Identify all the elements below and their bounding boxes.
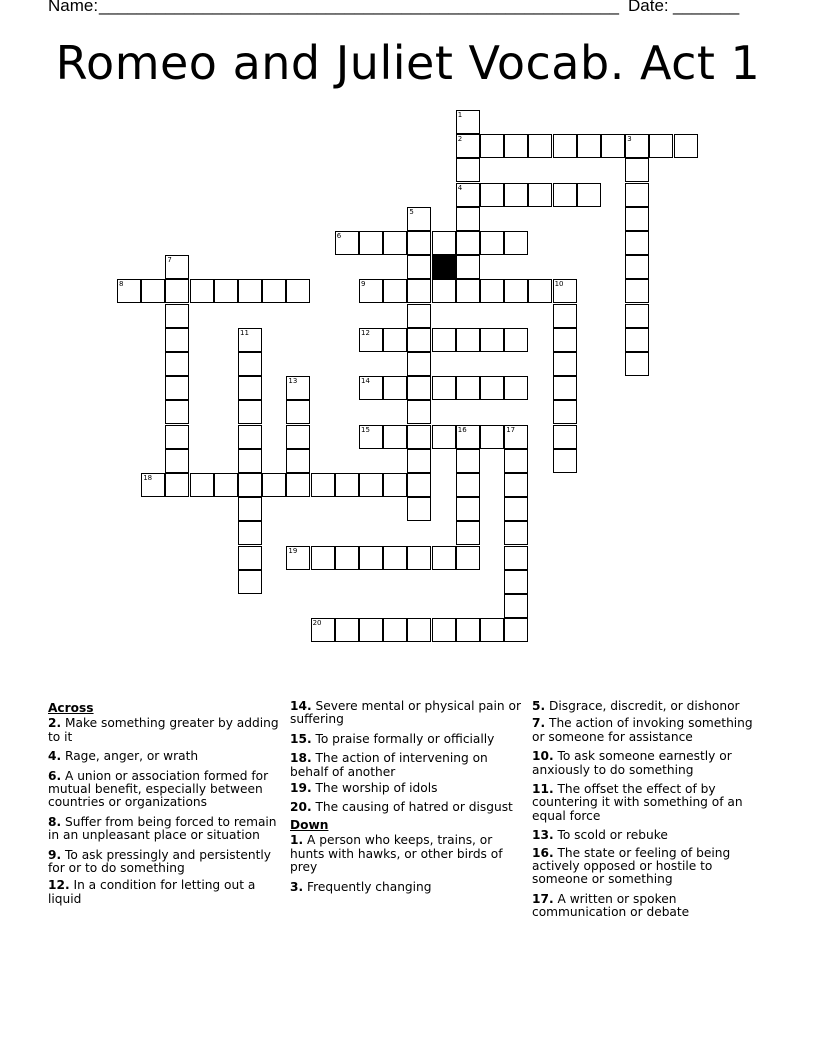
grid-cell[interactable] — [383, 546, 407, 570]
grid-cell[interactable] — [480, 618, 504, 642]
grid-cell[interactable] — [553, 183, 577, 207]
clue-down-3: 3. Frequently changing — [290, 880, 432, 895]
grid-cell[interactable] — [407, 376, 431, 400]
clue-text: The offset the effect of by countering it with something of an equal force — [532, 782, 743, 823]
clue-down-11: 11. The offset the effect of by countering it with something of an equal force — [532, 782, 743, 823]
grid-cell[interactable] — [238, 449, 262, 473]
clue-text: Make something greater by adding to it — [48, 716, 279, 744]
cell-number: 2 — [457, 135, 463, 144]
grid-cell[interactable] — [456, 255, 480, 279]
grid-cell[interactable] — [165, 376, 189, 400]
grid-cell[interactable] — [480, 134, 504, 158]
clues-column-3 — [532, 700, 768, 926]
grid-cell[interactable] — [214, 279, 238, 303]
clue-text: To praise formally or officially — [315, 731, 495, 746]
clue-number: 18 — [290, 751, 307, 766]
grid-cell[interactable] — [480, 279, 504, 303]
grid-cell[interactable] — [504, 449, 528, 473]
clue-text: To ask pressingly and persistently for or to do something — [48, 847, 271, 876]
grid-cell[interactable] — [286, 546, 310, 570]
grid-cell[interactable] — [117, 279, 141, 303]
grid-cell[interactable] — [625, 231, 649, 255]
grid-cell[interactable] — [528, 183, 552, 207]
grid-cell[interactable] — [190, 279, 214, 303]
grid-cell[interactable] — [359, 279, 383, 303]
cell-number: 4 — [457, 183, 463, 192]
grid-cell[interactable] — [190, 473, 214, 497]
grid-cell[interactable] — [577, 134, 601, 158]
grid-cell[interactable] — [165, 255, 189, 279]
grid-cell[interactable] — [625, 183, 649, 207]
clue-across-18: 18. The action of intervening on behalf of another — [290, 751, 488, 779]
grid-cell[interactable] — [456, 231, 480, 255]
clue-number: 2 — [48, 716, 57, 731]
black-cell — [432, 255, 456, 279]
grid-cell[interactable] — [504, 279, 528, 303]
cell-number: 8 — [119, 280, 124, 289]
name-line[interactable]: _______________________________________________________ — [99, 0, 620, 15]
grid-cell[interactable] — [432, 618, 456, 642]
clue-down-10: 10. To ask someone earnestly or anxiously to do something — [532, 749, 732, 777]
grid-cell[interactable] — [456, 618, 480, 642]
clue-number: 20 — [290, 800, 307, 815]
grid-cell[interactable] — [407, 546, 431, 570]
across-heading: Across — [48, 701, 94, 715]
clue-text: The state or feeling of being actively opposed or hostile to someone or something — [532, 845, 731, 887]
grid-cell[interactable] — [286, 376, 310, 400]
cell-number: 13 — [288, 377, 298, 386]
grid-cell[interactable] — [504, 594, 528, 618]
grid-cell[interactable] — [359, 328, 383, 352]
grid-cell[interactable] — [625, 352, 649, 376]
clue-down-7: 7. The action of invoking something or someone for assistance — [532, 716, 753, 744]
grid-cell[interactable] — [165, 473, 189, 497]
grid-cell[interactable] — [553, 400, 577, 424]
name-label: Name: — [48, 0, 99, 15]
grid-cell[interactable] — [432, 231, 456, 255]
grid-cell[interactable] — [480, 183, 504, 207]
grid-cell[interactable] — [407, 400, 431, 424]
clue-text: Severe mental or physical pain or suffering — [290, 699, 521, 727]
clue-across-8: 8. Suffer from being forced to remain in an unpleasant place or situation — [48, 814, 277, 843]
clue-number: 16 — [532, 845, 549, 860]
grid-cell[interactable] — [456, 449, 480, 473]
grid-cell[interactable] — [504, 183, 528, 207]
clue-text: Suffer from being forced to remain in an unpleasant place or situation — [48, 814, 277, 843]
grid-cell[interactable] — [335, 546, 359, 570]
clue-text: A union or association formed for mutual benefit, especially between countries or organizations — [48, 768, 269, 810]
grid-cell[interactable] — [238, 376, 262, 400]
grid-cell[interactable] — [407, 352, 431, 376]
grid-cell[interactable] — [311, 546, 335, 570]
grid-cell[interactable] — [432, 546, 456, 570]
grid-cell[interactable] — [407, 449, 431, 473]
clue-across-4: 4. Rage, anger, or wrath — [48, 749, 199, 764]
grid-cell[interactable] — [214, 473, 238, 497]
clue-text: A person who keeps, trains, or hunts with hawks, or other birds of prey — [290, 833, 503, 875]
clue-number: 9 — [48, 847, 57, 862]
page-title: Romeo and Juliet Vocab. Act 1 — [55, 36, 761, 90]
grid-cell[interactable] — [504, 521, 528, 545]
grid-cell[interactable] — [456, 158, 480, 182]
grid-cell[interactable] — [504, 376, 528, 400]
clue-number: 6 — [48, 768, 57, 783]
grid-cell[interactable] — [456, 110, 480, 134]
grid-cell[interactable] — [553, 279, 577, 303]
grid-cell[interactable] — [286, 473, 310, 497]
grid-cell[interactable] — [407, 425, 431, 449]
grid-cell[interactable] — [456, 207, 480, 231]
cell-number: 10 — [554, 280, 564, 289]
grid-cell[interactable] — [238, 425, 262, 449]
clue-text: The causing of hatred or disgust — [315, 800, 513, 815]
clue-text: To scold or rebuke — [557, 828, 668, 843]
clue-number: 14 — [290, 699, 307, 713]
grid-cell[interactable] — [528, 134, 552, 158]
clue-across-14: 14. Severe mental or physical pain or suffering — [290, 699, 521, 727]
clue-across-12: 12. In a condition for letting out a liquid — [48, 878, 256, 906]
grid-cell[interactable] — [383, 425, 407, 449]
grid-cell[interactable] — [359, 376, 383, 400]
clue-across-15: 15. To praise formally or officially — [290, 731, 495, 746]
cell-number: 3 — [627, 135, 632, 144]
clue-number: 19 — [290, 781, 307, 796]
grid-cell[interactable] — [625, 255, 649, 279]
clue-text: Rage, anger, or wrath — [65, 749, 199, 764]
grid-cell[interactable] — [456, 376, 480, 400]
grid-cell[interactable] — [383, 231, 407, 255]
grid-cell[interactable] — [649, 134, 673, 158]
grid-cell[interactable] — [407, 473, 431, 497]
grid-cell[interactable] — [407, 231, 431, 255]
clue-down-17: 17. A written or spoken communication or debate — [532, 891, 690, 920]
grid-cell[interactable] — [407, 255, 431, 279]
clue-number: 7 — [532, 716, 541, 731]
grid-cell[interactable] — [141, 279, 165, 303]
clue-number: 13 — [532, 828, 549, 843]
grid-cell[interactable] — [165, 449, 189, 473]
date-line[interactable]: _______ — [673, 0, 740, 15]
down-heading: Down — [290, 817, 329, 832]
clue-number: 4 — [48, 749, 57, 764]
grid-cell[interactable] — [504, 328, 528, 352]
grid-cell[interactable] — [238, 473, 262, 497]
grid-cell[interactable] — [553, 352, 577, 376]
grid-cell[interactable] — [335, 618, 359, 642]
grid-cell[interactable] — [165, 352, 189, 376]
grid-cell[interactable] — [674, 134, 698, 158]
grid-cell[interactable] — [456, 328, 480, 352]
clue-number: 11 — [532, 782, 549, 797]
grid-cell[interactable] — [286, 449, 310, 473]
grid-cell[interactable] — [432, 279, 456, 303]
cell-number: 12 — [361, 328, 370, 337]
clue-down-13: 13. To scold or rebuke — [532, 828, 668, 843]
grid-cell[interactable] — [553, 328, 577, 352]
grid-cell[interactable] — [262, 473, 286, 497]
grid-cell[interactable] — [335, 473, 359, 497]
grid-cell[interactable] — [504, 473, 528, 497]
clue-text: To ask someone earnestly or anxiously to do something — [532, 749, 732, 777]
grid-cell[interactable] — [165, 328, 189, 352]
grid-cell[interactable] — [238, 521, 262, 545]
grid-cell[interactable] — [553, 425, 577, 449]
grid-cell[interactable] — [383, 473, 407, 497]
grid-cell[interactable] — [456, 183, 480, 207]
grid-cell[interactable] — [480, 425, 504, 449]
grid-cell[interactable] — [286, 279, 310, 303]
grid-cell[interactable] — [383, 618, 407, 642]
grid-cell[interactable] — [504, 570, 528, 594]
grid-cell[interactable] — [553, 304, 577, 328]
grid-cell[interactable] — [383, 376, 407, 400]
grid-cell[interactable] — [456, 279, 480, 303]
grid-cell[interactable] — [238, 328, 262, 352]
grid-cell[interactable] — [238, 497, 262, 521]
grid-cell[interactable] — [625, 304, 649, 328]
clue-text: A written or spoken communication or debate — [532, 891, 690, 920]
clue-number: 5 — [532, 699, 541, 713]
clue-across-2: 2. Make something greater by adding to it — [48, 716, 279, 744]
cell-number: 16 — [457, 425, 467, 434]
grid-cell[interactable] — [238, 352, 262, 376]
grid-cell[interactable] — [165, 425, 189, 449]
clue-across-20: 20. The causing of hatred or disgust — [290, 800, 513, 815]
grid-cell[interactable] — [504, 134, 528, 158]
clue-text: Frequently changing — [307, 880, 432, 895]
grid-cell[interactable] — [432, 328, 456, 352]
grid-cell[interactable] — [407, 304, 431, 328]
grid-cell[interactable] — [286, 425, 310, 449]
grid-cell[interactable] — [383, 328, 407, 352]
clue-across-19: 19. The worship of idols — [290, 781, 438, 796]
clue-across-6: 6. A union or association formed for mutual benefit, especially between countries or organizations — [48, 768, 269, 810]
grid-cell[interactable] — [407, 279, 431, 303]
grid-cell[interactable] — [504, 546, 528, 570]
grid-cell[interactable] — [165, 400, 189, 424]
grid-cell[interactable] — [359, 546, 383, 570]
grid-cell[interactable] — [504, 497, 528, 521]
cell-number: 18 — [143, 474, 153, 482]
clue-text: The action of invoking something or someone for assistance — [532, 716, 753, 744]
cell-number: 7 — [167, 256, 172, 265]
cell-number: 9 — [361, 280, 366, 289]
grid-cell[interactable] — [407, 207, 431, 231]
grid-cell[interactable] — [625, 134, 649, 158]
grid-cell[interactable] — [504, 231, 528, 255]
grid-cell[interactable] — [625, 158, 649, 182]
clue-text: The action of intervening on behalf of another — [290, 751, 488, 779]
clue-across-9: 9. To ask pressingly and persistently for or to do something — [48, 847, 271, 876]
clue-text: The worship of idols — [315, 781, 438, 796]
clue-number: 3 — [290, 880, 299, 895]
clue-down-16: 16. The state or feeling of being actively opposed or hostile to someone or something — [532, 845, 731, 887]
grid-cell[interactable] — [407, 618, 431, 642]
grid-cell[interactable] — [407, 328, 431, 352]
clue-down-5: 5. Disgrace, discredit, or dishonor — [532, 699, 740, 713]
grid-cell[interactable] — [456, 473, 480, 497]
grid-cell[interactable] — [286, 400, 310, 424]
grid-cell[interactable] — [553, 449, 577, 473]
grid-cell[interactable] — [625, 328, 649, 352]
grid-cell[interactable] — [456, 497, 480, 521]
clue-number: 10 — [532, 749, 549, 764]
clue-text: In a condition for letting out a liquid — [48, 878, 256, 906]
grid-cell[interactable] — [456, 546, 480, 570]
cell-number: 5 — [409, 207, 414, 216]
grid-cell[interactable] — [311, 618, 335, 642]
grid-cell[interactable] — [335, 231, 359, 255]
grid-cell[interactable] — [407, 497, 431, 521]
grid-cell[interactable] — [432, 425, 456, 449]
grid-cell[interactable] — [359, 425, 383, 449]
grid-cell[interactable] — [165, 279, 189, 303]
clue-number: 8 — [48, 814, 57, 829]
grid-cell[interactable] — [577, 183, 601, 207]
cell-number: 20 — [312, 619, 322, 628]
grid-cell[interactable] — [262, 279, 286, 303]
grid-cell[interactable] — [359, 618, 383, 642]
grid-cell[interactable] — [432, 376, 456, 400]
clue-number: 1 — [290, 833, 299, 848]
clue-number: 17 — [532, 891, 549, 906]
grid-cell[interactable] — [238, 279, 262, 303]
grid-cell[interactable] — [601, 134, 625, 158]
grid-cell[interactable] — [553, 376, 577, 400]
clues-column-2 — [290, 700, 526, 901]
grid-cell[interactable] — [528, 279, 552, 303]
grid-cell[interactable] — [480, 328, 504, 352]
grid-cell[interactable] — [504, 425, 528, 449]
grid-cell[interactable] — [359, 231, 383, 255]
grid-cell[interactable] — [504, 618, 528, 642]
cell-number: 17 — [506, 425, 516, 434]
grid-cell[interactable] — [480, 231, 504, 255]
grid-cell[interactable] — [141, 473, 165, 497]
grid-cell[interactable] — [456, 425, 480, 449]
cell-number: 1 — [457, 111, 463, 119]
grid-cell[interactable] — [456, 521, 480, 545]
date-label: Date: — [628, 0, 669, 15]
cell-number: 11 — [240, 328, 249, 337]
grid-cell[interactable] — [359, 473, 383, 497]
grid-cell[interactable] — [311, 473, 335, 497]
clue-number: 12 — [48, 878, 65, 893]
cell-number: 14 — [361, 377, 370, 386]
grid-cell[interactable] — [383, 279, 407, 303]
grid-cell[interactable] — [238, 570, 262, 594]
clue-number: 15 — [290, 731, 307, 746]
grid-cell[interactable] — [625, 279, 649, 303]
grid-cell[interactable] — [165, 304, 189, 328]
grid-cell[interactable] — [238, 546, 262, 570]
grid-cell[interactable] — [625, 207, 649, 231]
cell-number: 19 — [288, 546, 298, 555]
grid-cell[interactable] — [238, 400, 262, 424]
cell-number: 6 — [336, 232, 342, 240]
grid-cell[interactable] — [553, 134, 577, 158]
grid-cell[interactable] — [456, 134, 480, 158]
clues-column-1 — [48, 700, 284, 912]
grid-cell[interactable] — [480, 376, 504, 400]
clue-text: Disgrace, discredit, or dishonor — [549, 699, 740, 713]
clue-down-1: 1. A person who keeps, trains, or hunts with hawks, or other birds of prey — [290, 833, 503, 875]
cell-number: 15 — [361, 425, 370, 434]
